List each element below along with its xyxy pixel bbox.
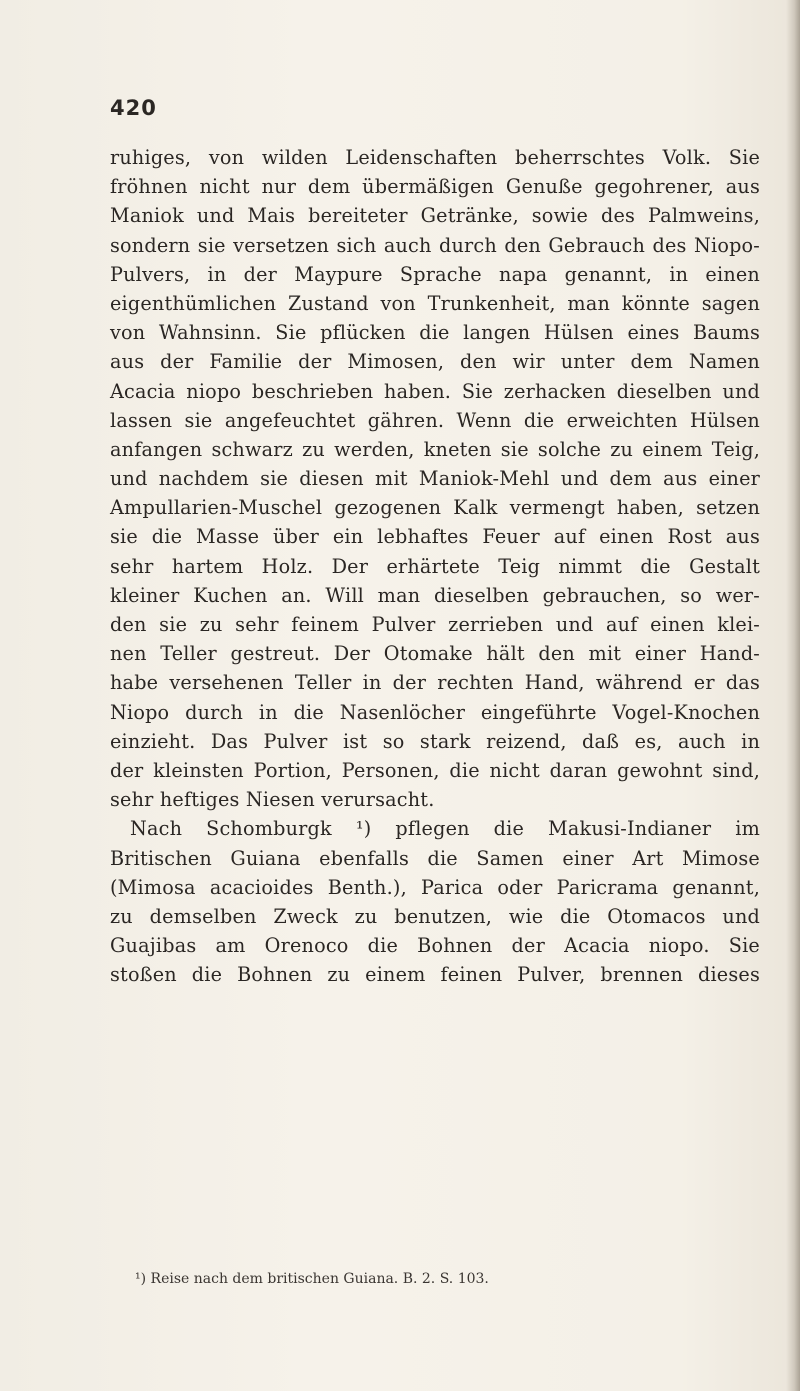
text-line: Ampullarien-Muschel gezogenen Kalk vermengt haben, setzen (110, 496, 760, 520)
text-line: ruhiges, von wilden Leidenschaften beherrschtes Volk. Sie (110, 146, 760, 169)
text-line: den sie zu sehr feinem Pulver zerrieben und auf einen klei- (110, 613, 760, 636)
text-line: kleiner Kuchen an. Will man dieselben gebrauchen, so wer- (110, 583, 760, 607)
text-line: der kleinsten Portion, Personen, die nicht daran gewohnt sind, (110, 758, 760, 782)
text-line: aus der Familie der Mimosen, den wir unter dem Namen (110, 350, 760, 374)
text-line: Acacia niopo beschrieben haben. Sie zerhacken dieselben und (110, 379, 760, 403)
text-line: anfangen schwarz zu werden, kneten sie solche zu einem Teig, (110, 437, 760, 461)
text-line: Pulvers, in der Maypure Sprache napa genannt, in einen (110, 262, 760, 286)
text-line: einzieht. Das Pulver ist so stark reizend, daß es, auch in (110, 729, 760, 753)
text-line-paragraph-start: Nach Schomburgk ¹) pflegen die Makusi-Indianer im (130, 817, 760, 841)
text-line: Britischen Guiana ebenfalls die Samen einer Art Mimose (110, 846, 760, 870)
body-text (110, 143, 760, 989)
text-line: lassen sie angefeuchtet gähren. Wenn die erweichten Hülsen (110, 408, 760, 432)
text-line: Maniok und Mais bereiteter Getränke, sowie des Palmweins, (110, 204, 760, 228)
text-line: nen Teller gestreut. Der Otomake hält den mit einer Hand- (110, 642, 760, 666)
text-line-paragraph-end: sehr heftiges Niesen verursacht. (110, 788, 435, 812)
text-line: sehr hartem Holz. Der erhärtete Teig nimmt die Gestalt (110, 554, 760, 578)
text-line: und nachdem sie diesen mit Maniok-Mehl und dem aus einer (110, 467, 760, 491)
text-line: Guajibas am Orenoco die Bohnen der Acacia niopo. Sie (110, 934, 760, 958)
text-line: fröhnen nicht nur dem übermäßigen Genuße gegohrener, aus (110, 175, 760, 199)
text-line: habe versehenen Teller in der rechten Hand, während er das (110, 671, 760, 695)
text-line: Niopo durch in die Nasenlöcher eingeführte Vogel-Knochen (110, 700, 760, 724)
page-number: 420 (110, 96, 157, 120)
footnote: ¹) Reise nach dem britischen Guiana. B. 2. S. 103. (135, 1271, 489, 1287)
text-line: sie die Masse über ein lebhaftes Feuer auf einen Rost aus (110, 525, 760, 549)
text-line: eigenthümlichen Zustand von Trunkenheit, man könnte sagen (110, 291, 760, 315)
text-line: von Wahnsinn. Sie pflücken die langen Hülsen eines Baums (110, 321, 760, 345)
text-line: sondern sie versetzen sich auch durch den Gebrauch des Niopo- (110, 233, 760, 257)
text-line: zu demselben Zweck zu benutzen, wie die Otomacos und (110, 904, 760, 928)
page-binding-shadow (786, 0, 800, 1391)
text-line: (Mimosa acacioides Benth.), Parica oder Paricrama genannt, (110, 875, 760, 899)
text-line: stoßen die Bohnen zu einem feinen Pulver, brennen dieses (110, 963, 760, 987)
